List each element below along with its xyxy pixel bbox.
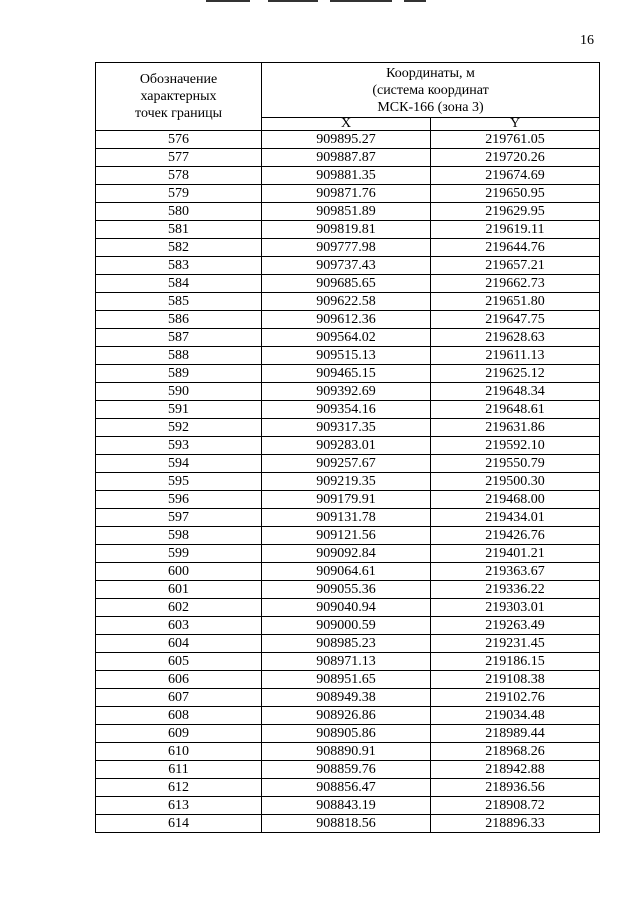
point-cell: 583 bbox=[96, 257, 262, 275]
y-cell: 219647.75 bbox=[431, 311, 600, 329]
header-coordinates bbox=[262, 63, 600, 118]
x-cell: 909392.69 bbox=[262, 383, 431, 401]
table-row bbox=[96, 419, 600, 437]
header-point-line: характерных bbox=[140, 89, 217, 104]
point-cell: 608 bbox=[96, 707, 262, 725]
x-cell: 909092.84 bbox=[262, 545, 431, 563]
y-cell: 219644.76 bbox=[431, 239, 600, 257]
y-cell: 218908.72 bbox=[431, 797, 600, 815]
point-cell: 606 bbox=[96, 671, 262, 689]
y-cell: 218936.56 bbox=[431, 779, 600, 797]
x-cell: 909737.43 bbox=[262, 257, 431, 275]
point-cell: 584 bbox=[96, 275, 262, 293]
table-row bbox=[96, 815, 600, 833]
x-cell: 908971.13 bbox=[262, 653, 431, 671]
table-row bbox=[96, 545, 600, 563]
y-cell: 219426.76 bbox=[431, 527, 600, 545]
header-x: X bbox=[262, 118, 431, 131]
point-cell: 609 bbox=[96, 725, 262, 743]
header-point-line: точек границы bbox=[135, 106, 222, 121]
table-row bbox=[96, 761, 600, 779]
y-cell: 219628.63 bbox=[431, 329, 600, 347]
point-cell: 599 bbox=[96, 545, 262, 563]
table-row bbox=[96, 617, 600, 635]
x-cell: 909465.15 bbox=[262, 365, 431, 383]
point-cell: 579 bbox=[96, 185, 262, 203]
y-cell: 219263.49 bbox=[431, 617, 600, 635]
header-coords-line: Координаты, м bbox=[386, 65, 475, 81]
point-cell: 597 bbox=[96, 509, 262, 527]
x-cell: 909887.87 bbox=[262, 149, 431, 167]
x-cell: 909871.76 bbox=[262, 185, 431, 203]
x-cell: 909040.94 bbox=[262, 599, 431, 617]
point-cell: 601 bbox=[96, 581, 262, 599]
y-cell: 219401.21 bbox=[431, 545, 600, 563]
table-row bbox=[96, 329, 600, 347]
coordinates-table bbox=[95, 62, 600, 833]
y-cell: 219629.95 bbox=[431, 203, 600, 221]
y-cell: 219034.48 bbox=[431, 707, 600, 725]
y-cell: 219648.61 bbox=[431, 401, 600, 419]
point-cell: 614 bbox=[96, 815, 262, 833]
table-row bbox=[96, 707, 600, 725]
y-cell: 219363.67 bbox=[431, 563, 600, 581]
y-cell: 219631.86 bbox=[431, 419, 600, 437]
point-cell: 595 bbox=[96, 473, 262, 491]
header-coords-line: (система координат bbox=[372, 82, 489, 98]
x-cell: 908951.65 bbox=[262, 671, 431, 689]
y-cell: 219102.76 bbox=[431, 689, 600, 707]
point-cell: 612 bbox=[96, 779, 262, 797]
point-cell: 611 bbox=[96, 761, 262, 779]
point-cell: 603 bbox=[96, 617, 262, 635]
point-cell: 585 bbox=[96, 293, 262, 311]
point-cell: 596 bbox=[96, 491, 262, 509]
x-cell: 909819.81 bbox=[262, 221, 431, 239]
x-cell: 908905.86 bbox=[262, 725, 431, 743]
y-cell: 219550.79 bbox=[431, 455, 600, 473]
y-cell: 219231.45 bbox=[431, 635, 600, 653]
table-row bbox=[96, 491, 600, 509]
y-cell: 219500.30 bbox=[431, 473, 600, 491]
table-row bbox=[96, 473, 600, 491]
x-cell: 908949.38 bbox=[262, 689, 431, 707]
x-cell: 908926.86 bbox=[262, 707, 431, 725]
y-cell: 219336.22 bbox=[431, 581, 600, 599]
x-cell: 909317.35 bbox=[262, 419, 431, 437]
point-cell: 581 bbox=[96, 221, 262, 239]
table-row bbox=[96, 257, 600, 275]
x-cell: 908890.91 bbox=[262, 743, 431, 761]
point-cell: 613 bbox=[96, 797, 262, 815]
y-cell: 219303.01 bbox=[431, 599, 600, 617]
point-cell: 600 bbox=[96, 563, 262, 581]
point-cell: 593 bbox=[96, 437, 262, 455]
x-cell: 909515.13 bbox=[262, 347, 431, 365]
x-cell: 909257.67 bbox=[262, 455, 431, 473]
x-cell: 909179.91 bbox=[262, 491, 431, 509]
table-row bbox=[96, 797, 600, 815]
x-cell: 909881.35 bbox=[262, 167, 431, 185]
top-edge-line bbox=[206, 0, 250, 2]
point-cell: 598 bbox=[96, 527, 262, 545]
point-cell: 586 bbox=[96, 311, 262, 329]
y-cell: 218968.26 bbox=[431, 743, 600, 761]
y-cell: 218942.88 bbox=[431, 761, 600, 779]
table-row bbox=[96, 185, 600, 203]
x-cell: 909612.36 bbox=[262, 311, 431, 329]
y-cell: 219662.73 bbox=[431, 275, 600, 293]
point-cell: 582 bbox=[96, 239, 262, 257]
y-cell: 219592.10 bbox=[431, 437, 600, 455]
x-cell: 909000.59 bbox=[262, 617, 431, 635]
point-cell: 587 bbox=[96, 329, 262, 347]
table-row bbox=[96, 203, 600, 221]
point-cell: 590 bbox=[96, 383, 262, 401]
table-row bbox=[96, 725, 600, 743]
point-cell: 594 bbox=[96, 455, 262, 473]
table-row bbox=[96, 635, 600, 653]
x-cell: 908818.56 bbox=[262, 815, 431, 833]
x-cell: 908843.19 bbox=[262, 797, 431, 815]
table-row bbox=[96, 239, 600, 257]
table-row bbox=[96, 599, 600, 617]
table-row bbox=[96, 437, 600, 455]
table-row bbox=[96, 581, 600, 599]
x-cell: 909354.16 bbox=[262, 401, 431, 419]
header-point-designation bbox=[96, 63, 262, 131]
point-cell: 605 bbox=[96, 653, 262, 671]
point-cell: 578 bbox=[96, 167, 262, 185]
point-cell: 604 bbox=[96, 635, 262, 653]
table-row bbox=[96, 293, 600, 311]
y-cell: 218896.33 bbox=[431, 815, 600, 833]
x-cell: 909777.98 bbox=[262, 239, 431, 257]
point-cell: 607 bbox=[96, 689, 262, 707]
table-row bbox=[96, 167, 600, 185]
point-cell: 602 bbox=[96, 599, 262, 617]
y-cell: 219651.80 bbox=[431, 293, 600, 311]
point-cell: 591 bbox=[96, 401, 262, 419]
y-cell: 219720.26 bbox=[431, 149, 600, 167]
top-edge-line bbox=[404, 0, 426, 2]
table-row bbox=[96, 509, 600, 527]
table-row bbox=[96, 653, 600, 671]
top-edge-line bbox=[330, 0, 392, 2]
header-y: Y bbox=[431, 118, 600, 131]
x-cell: 908859.76 bbox=[262, 761, 431, 779]
table-row bbox=[96, 383, 600, 401]
table-row bbox=[96, 689, 600, 707]
point-cell: 589 bbox=[96, 365, 262, 383]
y-cell: 219761.05 bbox=[431, 131, 600, 149]
table-row bbox=[96, 527, 600, 545]
table-row bbox=[96, 455, 600, 473]
x-cell: 909055.36 bbox=[262, 581, 431, 599]
table-row bbox=[96, 743, 600, 761]
x-cell: 909895.27 bbox=[262, 131, 431, 149]
x-cell: 909283.01 bbox=[262, 437, 431, 455]
y-cell: 219650.95 bbox=[431, 185, 600, 203]
point-cell: 588 bbox=[96, 347, 262, 365]
table-row bbox=[96, 671, 600, 689]
point-cell: 577 bbox=[96, 149, 262, 167]
table-row bbox=[96, 275, 600, 293]
point-cell: 592 bbox=[96, 419, 262, 437]
table-row bbox=[96, 149, 600, 167]
top-edge-line bbox=[268, 0, 318, 2]
point-cell: 576 bbox=[96, 131, 262, 149]
y-cell: 219611.13 bbox=[431, 347, 600, 365]
x-cell: 908985.23 bbox=[262, 635, 431, 653]
x-cell: 909219.35 bbox=[262, 473, 431, 491]
table-row bbox=[96, 563, 600, 581]
header-point-line: Обозначение bbox=[139, 72, 218, 87]
point-cell: 580 bbox=[96, 203, 262, 221]
x-cell: 909851.89 bbox=[262, 203, 431, 221]
y-cell: 219468.00 bbox=[431, 491, 600, 509]
table-row bbox=[96, 131, 600, 149]
x-cell: 909564.02 bbox=[262, 329, 431, 347]
y-cell: 219657.21 bbox=[431, 257, 600, 275]
y-cell: 219186.15 bbox=[431, 653, 600, 671]
table-row bbox=[96, 401, 600, 419]
table-row bbox=[96, 365, 600, 383]
y-cell: 219619.11 bbox=[431, 221, 600, 239]
table-row bbox=[96, 779, 600, 797]
y-cell: 219648.34 bbox=[431, 383, 600, 401]
y-cell: 219674.69 bbox=[431, 167, 600, 185]
page-number: 16 bbox=[580, 33, 594, 48]
y-cell: 219625.12 bbox=[431, 365, 600, 383]
table-row bbox=[96, 347, 600, 365]
y-cell: 219108.38 bbox=[431, 671, 600, 689]
x-cell: 908856.47 bbox=[262, 779, 431, 797]
point-cell: 610 bbox=[96, 743, 262, 761]
x-cell: 909131.78 bbox=[262, 509, 431, 527]
y-cell: 218989.44 bbox=[431, 725, 600, 743]
x-cell: 909121.56 bbox=[262, 527, 431, 545]
x-cell: 909064.61 bbox=[262, 563, 431, 581]
x-cell: 909685.65 bbox=[262, 275, 431, 293]
x-cell: 909622.58 bbox=[262, 293, 431, 311]
y-cell: 219434.01 bbox=[431, 509, 600, 527]
table-row bbox=[96, 311, 600, 329]
table-row bbox=[96, 221, 600, 239]
header-coords-line: МСК-166 (зона 3) bbox=[377, 99, 484, 115]
